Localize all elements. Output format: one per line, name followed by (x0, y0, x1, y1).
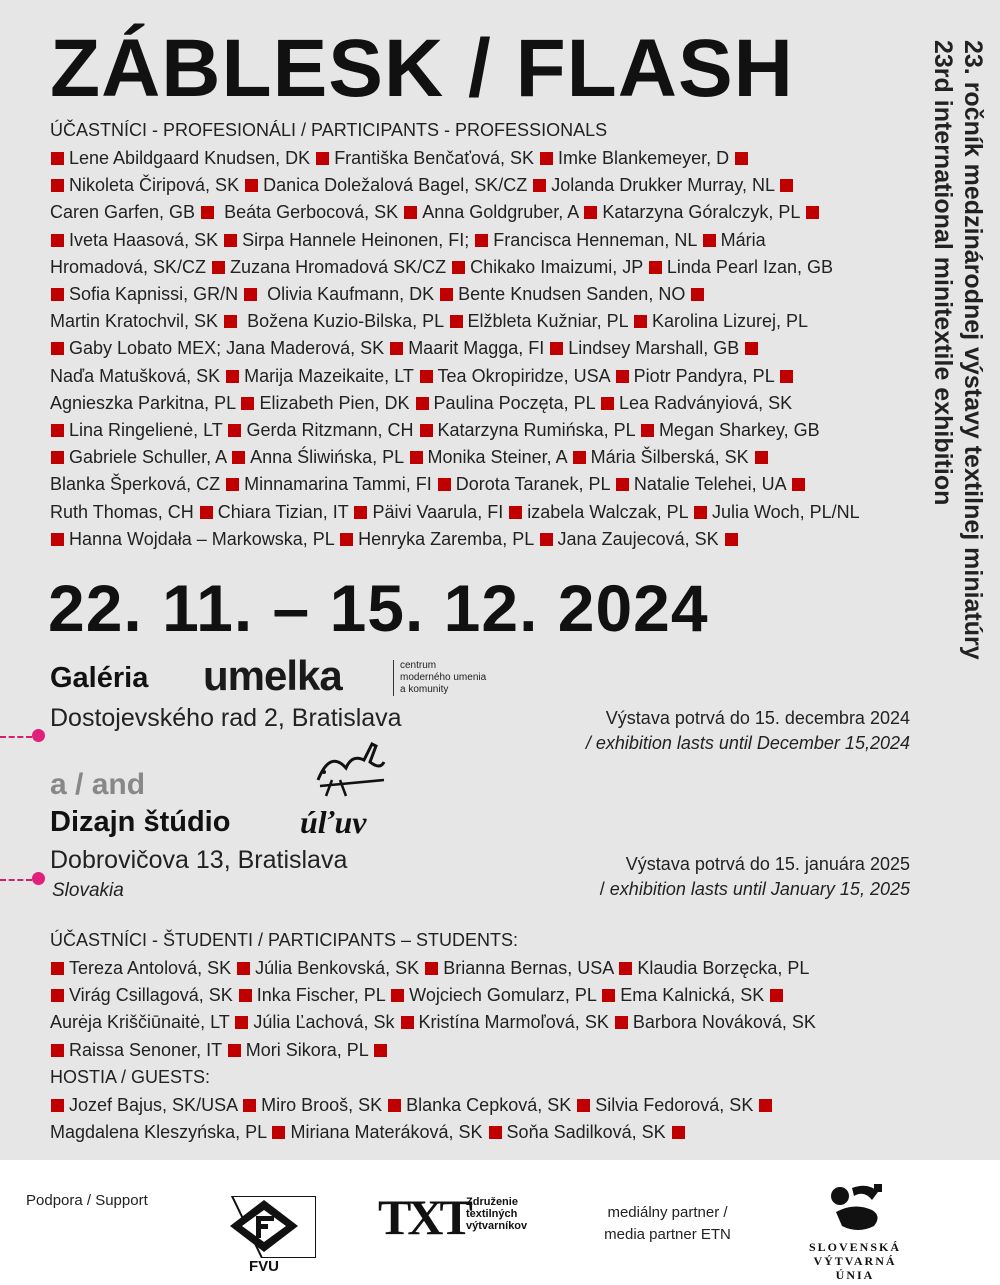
svu-text (800, 1240, 910, 1282)
participant-name: Miro Brooš, SK (261, 1095, 388, 1115)
svu-line: SLOVENSKÁ (808, 1240, 902, 1254)
svu-logo (800, 1182, 910, 1282)
participant-name: Božena Kuzio-Bilska, PL (242, 311, 449, 332)
txt-subtitle-line: Združenie (466, 1196, 518, 1208)
bullet-square-icon (694, 506, 707, 519)
support-label: Podpora / Support (26, 1192, 148, 1209)
participant-name: Mária Šilberská, SK (590, 447, 754, 468)
participant-name: Minnamarina Tammi, FI (244, 474, 437, 495)
connector-line (0, 879, 32, 881)
bullet-square-icon (601, 397, 614, 410)
bullet-square-icon (245, 179, 258, 192)
participant-name: Mária (720, 229, 766, 250)
participant-name: Júlia Ľachová, Sk (253, 1012, 400, 1033)
bullet-square-icon (577, 1099, 590, 1112)
bullet-square-icon (51, 1044, 64, 1057)
participant-row (50, 526, 912, 553)
participant-row (50, 444, 912, 471)
participant-name: Mori Sikora, PL (245, 1039, 374, 1060)
participant-name: Tereza Antolová, SK (69, 958, 237, 978)
participant-name: Aurėja Kriščiūnaitė, LT (50, 1012, 235, 1033)
bullet-square-icon (540, 152, 553, 165)
poster-title: ZÁBLESK / FLASH (50, 23, 794, 114)
participant-name: Františka Benčaťová, SK (334, 148, 540, 168)
students-list (50, 955, 912, 1064)
participant-name: Nikoleta Čiripová, SK (69, 175, 245, 196)
bullet-square-icon (452, 261, 465, 274)
bullet-square-icon (232, 451, 245, 464)
participant-name: Jolanda Drukker Murray, NL (551, 175, 780, 196)
bullet-square-icon (792, 478, 805, 491)
studio-note (600, 852, 910, 902)
uliv-logo: úľuv (300, 804, 367, 840)
bullet-square-icon (489, 1126, 502, 1139)
participant-name: Paulina Poczęta, PL (433, 392, 600, 413)
participant-name: Maarit Magga, FI (408, 338, 550, 359)
bullet-square-icon (410, 451, 423, 464)
students-heading: ÚČASTNÍCI - ŠTUDENTI / PARTICIPANTS – STUDENTS: (50, 930, 519, 950)
participant-name: Tea Okropiridze, USA (437, 365, 615, 386)
bullet-square-icon (51, 152, 64, 165)
participant-row (50, 145, 912, 172)
participant-name: Anna Śliwińska, PL (250, 447, 409, 468)
bullet-square-icon (735, 152, 748, 165)
studio-note-en-text: exhibition lasts until January 15, 2025 (604, 879, 910, 899)
studio-name: Dizajn štúdio (50, 806, 231, 838)
bullet-square-icon (241, 397, 254, 410)
bullet-square-icon (745, 342, 758, 355)
txt-subtitle-line: textilných (466, 1208, 518, 1220)
participant-row (50, 172, 912, 199)
participant-name: Francisca Henneman, NL (493, 229, 702, 250)
svu-line: ÚNIA (835, 1268, 875, 1282)
bullet-square-icon (780, 370, 793, 383)
bullet-square-icon (226, 370, 239, 383)
bullet-square-icon (51, 533, 64, 546)
bullet-square-icon (584, 206, 597, 219)
participant-name: Wojciech Gomularz, PL (409, 985, 602, 1006)
connector-dot (32, 729, 45, 742)
bullet-square-icon (212, 261, 225, 274)
bullet-square-icon (616, 478, 629, 491)
participant-name: Henryka Zaremba, PL (358, 528, 539, 549)
participant-name: Martin Kratochvil, SK (50, 311, 224, 332)
participant-row (50, 390, 912, 417)
bullet-square-icon (237, 962, 250, 975)
participant-name: Katarzyna Rumińska, PL (437, 420, 640, 441)
bullet-square-icon (806, 206, 819, 219)
bullet-square-icon (602, 989, 615, 1002)
bullet-square-icon (239, 989, 252, 1002)
participant-row (50, 227, 912, 254)
participant-name: Blanka Cepková, SK (406, 1095, 577, 1115)
bullet-square-icon (404, 206, 417, 219)
exhibition-dates: 22. 11. – 15. 12. 2024 (48, 571, 709, 645)
bullet-square-icon (649, 261, 662, 274)
participant-name: Lene Abildgaard Knudsen, DK (69, 148, 316, 168)
bullet-square-icon (550, 342, 563, 355)
participant-name: Kristína Marmoľová, SK (418, 1012, 614, 1033)
participant-name: Klaudia Borzęcka, PL (637, 958, 810, 978)
gallery-note-sk: Výstava potrvá do 15. decembra 2024 (605, 708, 910, 728)
participant-row (50, 1092, 912, 1119)
participant-name: Ema Kalnická, SK (620, 985, 770, 1006)
gallery-note (586, 706, 910, 756)
participant-name: Anna Goldgruber, A (422, 202, 584, 223)
and-label: a / and (50, 768, 146, 801)
bullet-square-icon (244, 288, 257, 301)
participant-name: Jozef Bajus, SK/USA (69, 1095, 243, 1115)
bullet-square-icon (475, 234, 488, 247)
participant-row (50, 199, 912, 226)
participant-row (50, 417, 912, 444)
bullet-square-icon (634, 315, 647, 328)
txt-subtitle (466, 1196, 556, 1232)
svu-line: VÝTVARNÁ (813, 1254, 897, 1268)
gallery-name: Galéria (50, 662, 149, 694)
bird-icon (312, 740, 392, 800)
participant-name: Soňa Sadilková, SK (506, 1122, 671, 1143)
bullet-square-icon (201, 206, 214, 219)
professionals-heading: ÚČASTNÍCI - PROFESIONÁLI / PARTICIPANTS - PROFESSIONALS (50, 120, 608, 140)
subtitle-en: 23rd international minitextile exhibition (929, 40, 957, 506)
connector-dot (32, 872, 45, 885)
participant-name: Monika Steiner, A (427, 447, 572, 468)
studio-note-en (600, 877, 910, 902)
participant-name: Brianna Bernas, USA (443, 958, 619, 978)
bullet-square-icon (243, 1099, 256, 1112)
svu-emblem-icon (828, 1182, 888, 1234)
bullet-square-icon (200, 506, 213, 519)
bullet-square-icon (420, 424, 433, 437)
txt-logo (378, 1189, 558, 1252)
bullet-square-icon (416, 397, 429, 410)
participant-row (50, 363, 912, 390)
bullet-square-icon (51, 424, 64, 437)
vertical-subtitle (912, 40, 992, 840)
participant-name: Piotr Pandyra, PL (633, 365, 780, 386)
bullet-square-icon (616, 370, 629, 383)
bullet-square-icon (438, 478, 451, 491)
participant-name: Caren Garfen, GB (50, 202, 201, 223)
bullet-square-icon (228, 1044, 241, 1057)
bullet-square-icon (224, 234, 237, 247)
bullet-square-icon (725, 533, 738, 546)
participant-row (50, 308, 912, 335)
bullet-square-icon (51, 1099, 64, 1112)
umelka-logo: umelka (203, 652, 342, 699)
participant-row (50, 335, 912, 362)
participant-name: Lea Radványiová, SK (618, 392, 793, 413)
umelka-sub-line: moderného umenia (400, 672, 487, 683)
participant-name: Silvia Fedorová, SK (595, 1095, 759, 1115)
participant-name: Zuzana Hromadová SK/CZ (230, 256, 452, 277)
bullet-square-icon (51, 288, 64, 301)
bullet-square-icon (51, 234, 64, 247)
participant-name: izabela Walczak, PL (527, 501, 693, 522)
participant-name: Linda Pearl Izan, GB (666, 256, 833, 277)
studio-country: Slovakia (52, 880, 124, 901)
footer (0, 1160, 1000, 1285)
bullet-square-icon (51, 342, 64, 355)
bullet-square-icon (770, 989, 783, 1002)
participant-name: Barbora Nováková, SK (632, 1012, 816, 1033)
participant-name: Danica Doležalová Bagel, SK/CZ (263, 175, 533, 196)
guests-list (50, 1092, 912, 1146)
fvu-icon (212, 1196, 316, 1258)
participant-name: Agnieszka Parkitna, PL (50, 392, 241, 413)
bullet-square-icon (573, 451, 586, 464)
media-partner-line1: mediálny partner / (607, 1204, 728, 1221)
participant-row (50, 982, 912, 1009)
bullet-square-icon (51, 451, 64, 464)
participant-row (50, 499, 912, 526)
participant-name: Gaby Lobato MEX; Jana Maderová, SK (69, 338, 390, 359)
bullet-square-icon (755, 451, 768, 464)
participant-name: Natalie Telehei, UA (633, 474, 791, 495)
participant-name: Miriana Materáková, SK (290, 1122, 488, 1143)
participant-name: Elizabeth Pien, DK (259, 392, 415, 413)
participant-name: Lindsey Marshall, GB (568, 338, 745, 359)
bullet-square-icon (540, 533, 553, 546)
bullet-square-icon (226, 478, 239, 491)
bullet-square-icon (224, 315, 237, 328)
participant-name: Karolina Lizurej, PL (651, 311, 809, 332)
participant-name: Chikako Imaizumi, JP (470, 256, 648, 277)
participant-name: Júlia Benkovská, SK (255, 958, 425, 978)
participant-name: Hromadová, SK/CZ (50, 256, 212, 277)
participant-name: Chiara Tizian, IT (217, 501, 354, 522)
bullet-square-icon (780, 179, 793, 192)
participant-name: Inka Fischer, PL (256, 985, 391, 1006)
fvu-logo (212, 1196, 316, 1282)
participant-row (50, 955, 912, 982)
bullet-square-icon (228, 424, 241, 437)
bullet-square-icon (420, 370, 433, 383)
participant-row (50, 254, 912, 281)
bullet-square-icon (672, 1126, 685, 1139)
bullet-square-icon (440, 288, 453, 301)
media-partner (590, 1202, 745, 1246)
participant-name: Magdalena Kleszyńska, PL (50, 1122, 272, 1143)
participant-name: Virág Csillagová, SK (69, 985, 238, 1006)
bullet-square-icon (703, 234, 716, 247)
bullet-square-icon (316, 152, 329, 165)
participant-name: Sofia Kapnissi, GR/N (69, 284, 244, 305)
participant-name: Ruth Thomas, CH (50, 501, 199, 522)
bullet-square-icon (615, 1016, 628, 1029)
bullet-square-icon (450, 315, 463, 328)
professionals-list (50, 145, 912, 553)
guests-heading: HOSTIA / GUESTS: (50, 1067, 211, 1087)
fvu-label: FVU (249, 1258, 279, 1275)
bullet-square-icon (533, 179, 546, 192)
participant-name: Blanka Šperková, CZ (50, 474, 226, 495)
bullet-square-icon (509, 506, 522, 519)
participant-name: Dorota Taranek, PL (455, 474, 615, 495)
bullet-square-icon (641, 424, 654, 437)
participant-row (50, 471, 912, 498)
participant-name: Iveta Haasová, SK (69, 229, 224, 250)
umelka-subtitle (393, 660, 550, 696)
bullet-square-icon (272, 1126, 285, 1139)
umelka-sub-line: a komunity (400, 684, 449, 695)
participant-name: Gerda Ritzmann, CH (246, 420, 419, 441)
participant-name: Olivia Kaufmann, DK (262, 284, 440, 305)
participant-name: Gabriele Schuller, A (69, 447, 232, 468)
participant-name: Beáta Gerbocová, SK (219, 202, 404, 223)
umelka-sub-line: centrum (400, 660, 437, 671)
participant-name: Hanna Wojdała – Markowska, PL (69, 528, 340, 549)
bullet-square-icon (51, 989, 64, 1002)
participant-name: Elžbleta Kužniar, PL (467, 311, 633, 332)
bullet-square-icon (388, 1099, 401, 1112)
participant-name: Katarzyna Góralczyk, PL (602, 202, 805, 223)
bullet-square-icon (51, 179, 64, 192)
participant-row (50, 281, 912, 308)
participant-row (50, 1037, 912, 1064)
subtitle-sk: 23. ročník medzinárodnej výstavy textilnej miniatúry (959, 40, 987, 660)
studio-note-sk: Výstava potrvá do 15. januára 2025 (625, 854, 910, 874)
gallery-note-en: / exhibition lasts until December 15,2024 (585, 733, 910, 753)
participant-name: Raissa Senoner, IT (69, 1039, 227, 1060)
connector-line (0, 736, 32, 738)
bullet-square-icon (235, 1016, 248, 1029)
txt-mark: TXT (378, 1189, 469, 1245)
bullet-square-icon (619, 962, 632, 975)
participant-row (50, 1009, 912, 1036)
bullet-square-icon (401, 1016, 414, 1029)
participant-name: Imke Blankemeyer, D (558, 148, 735, 168)
participant-name: Marija Mazeikaite, LT (244, 365, 419, 386)
bullet-square-icon (759, 1099, 772, 1112)
participant-name: Jana Zaujecová, SK (557, 528, 724, 549)
participant-name: Sirpa Hannele Heinonen, FI; (242, 229, 475, 250)
txt-subtitle-line: výtvarníkov (466, 1220, 528, 1232)
bullet-square-icon (691, 288, 704, 301)
participant-name: Bente Knudsen Sanden, NO (458, 284, 691, 305)
bullet-square-icon (51, 962, 64, 975)
studio-address: Dobrovičova 13, Bratislava (50, 846, 348, 874)
participant-name: Päivi Vaarula, FI (372, 501, 509, 522)
participant-name: Naďa Matušková, SK (50, 365, 226, 386)
bullet-square-icon (340, 533, 353, 546)
bullet-square-icon (425, 962, 438, 975)
gallery-address: Dostojevského rad 2, Bratislava (50, 704, 402, 732)
studio-note-slash: / (599, 879, 605, 899)
participant-row (50, 1119, 912, 1146)
bullet-square-icon (374, 1044, 387, 1057)
bullet-square-icon (390, 342, 403, 355)
bullet-square-icon (391, 989, 404, 1002)
media-partner-line2: media partner ETN (604, 1226, 731, 1243)
participant-name: Megan Sharkey, GB (658, 420, 820, 441)
participant-name: Julia Woch, PL/NL (711, 501, 860, 522)
bullet-square-icon (354, 506, 367, 519)
participant-name: Lina Ringelienė, LT (69, 420, 228, 441)
